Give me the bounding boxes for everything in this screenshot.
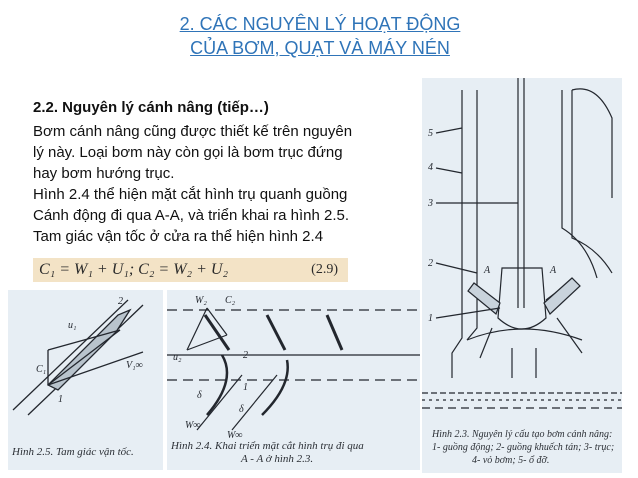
caption-line: Hình 2.4. Khai triển mặt cắt hình trụ đi qua [171,440,364,452]
figure-2-4-caption [171,440,364,466]
body-paragraph [33,121,413,247]
fig24-label-1: 1 [243,382,248,393]
paragraph-line: Bơm cánh nâng cũng được thiết kế trên nguyên [33,123,353,140]
figure-2-5-caption: Hình 2.5. Tam giác vận tốc. [12,446,134,458]
fig24-label-c2: C₂ [225,295,236,306]
fig25-label-u1: u₁ [68,320,77,331]
paragraph-line: lý này. Loại bơm này còn gọi là bơm trục đứng [33,144,343,161]
formula-number: (2.9) [311,262,338,277]
caption-line: 1- guồng động; 2- guồng khuếch tán; 3- trục; [432,442,615,453]
figure-2-5-velocity-triangle [8,290,163,470]
fig23-label-4: 4 [428,162,433,173]
cascade-drawing [167,290,420,440]
slide-title-line1: 2. CÁC NGUYÊN LÝ HOẠT ĐỘNG [179,14,461,34]
fig23-label-a2: A [550,265,557,276]
fig23-label-3: 3 [428,198,433,209]
section-heading: 2.2. Nguyên lý cánh nâng (tiếp…) [33,99,269,116]
fig24-label-u2: u₂ [173,352,182,363]
fig24-label-2: 2 [243,350,248,361]
paragraph-line: hay bơm hướng trục. [33,165,175,182]
paragraph-line: Cánh động đi qua A-A, và triển khai ra hình 2.5. [33,207,350,224]
fig23-label-2: 2 [428,258,433,269]
figure-2-3-pump-section [422,78,622,473]
fig23-label-1: 1 [428,313,433,324]
fig24-label-w2: W₂ [195,295,207,306]
fig25-label-v1: V₁∞ [126,360,143,371]
fig23-label-a: A [484,265,491,276]
caption-line: A - A ở hình 2.3. [241,453,314,465]
slide-title-line2: CỦA BƠM, QUẠT VÀ MÁY NÉN [190,38,450,58]
fig25-label-c1: C₁ [36,364,47,375]
pump-section-drawing [422,78,622,473]
velocity-formula [33,258,348,282]
figure-2-4-cascade [167,290,420,470]
fig24-label-delta2: δ [239,404,244,415]
fig24-label-winf2: W∞ [227,430,243,440]
fig25-label-1: 1 [58,394,63,405]
caption-line: 4- vỏ bơm; 5- ổ đỡ. [472,455,550,466]
figure-2-3-caption [432,428,614,467]
fig23-label-5: 5 [428,128,433,139]
paragraph-line: Tam giác vận tốc ở cửa ra thể hiện hình 2.4 [33,228,324,245]
caption-line: Hình 2.3. Nguyên lý cấu tạo bơm cánh nâng: [432,429,613,440]
fig25-label-2: 2 [118,296,123,307]
paragraph-line: Hình 2.4 thể hiện mặt cắt hình trụ quanh guồng [33,186,348,203]
fig24-label-delta: δ [197,390,202,401]
fig24-label-winf: W∞ [185,420,201,431]
formula-text: C₁ = W₁ + U₁; C₂ = W₂ + U₂ [39,261,228,278]
velocity-triangle-drawing [8,290,163,440]
